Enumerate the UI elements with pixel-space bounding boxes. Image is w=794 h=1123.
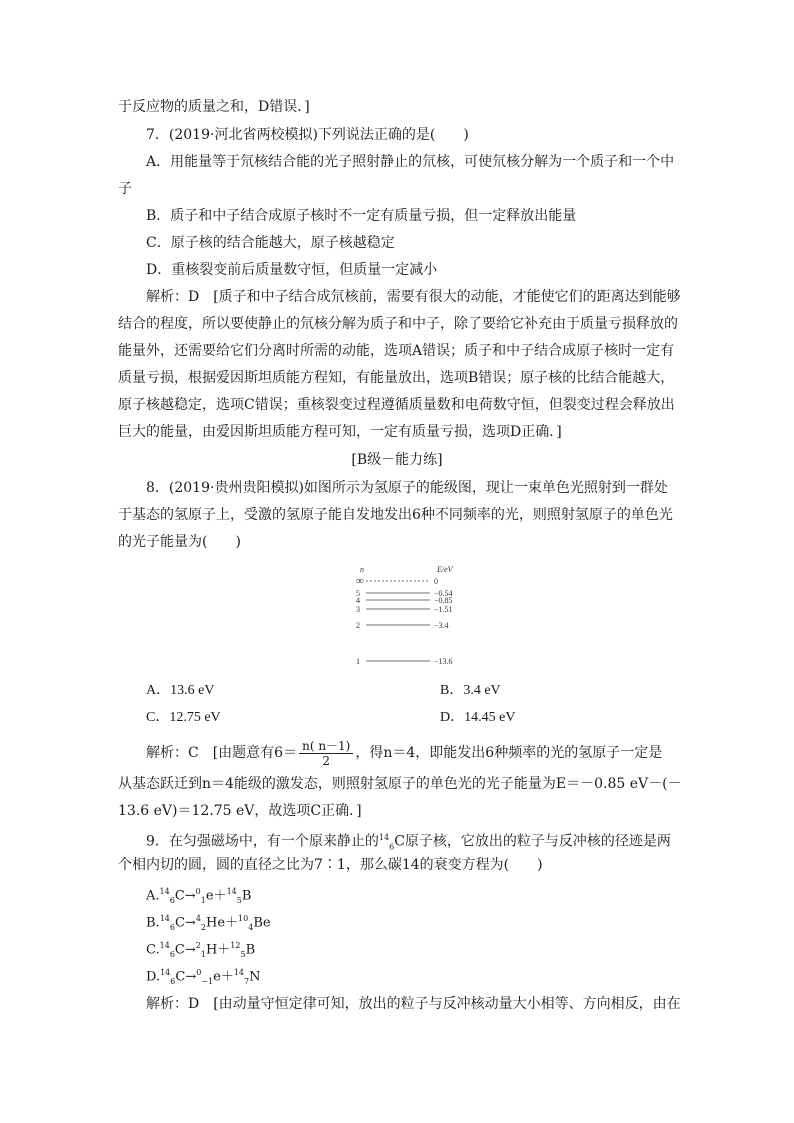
option-d-label: D.: [146, 969, 161, 985]
option-c-c-z: 6: [169, 949, 175, 959]
fraction-denominator: 2: [322, 753, 331, 768]
question-9-line-2: 个相内切的圆，圆的直径之比为7∶1，那么碳14的衰变方程为( ): [118, 857, 543, 873]
option-d-p2-mass: 14: [233, 968, 245, 977]
option-a-p2-z: 5: [236, 895, 242, 905]
solution-7-line-4: 质量亏损，根据爱因斯坦质能方程知，有能量放出，选项B错误；原子核的比结合能越大，: [118, 370, 675, 386]
solution-7-line-1: 解析：D [质子和中子结合成氘核前，需要有很大的动能，才能使它们的距离达到能够: [146, 289, 681, 305]
question-9-option-b: [146, 910, 271, 937]
option-a-p1-z: 1: [200, 895, 206, 905]
solution-8-line-2: 从基态跃迁到n＝4能级的激发态，则照射氢原子的单色光的光子能量为E＝－0.85 eV－(－: [118, 776, 682, 792]
solution-9-line-1: 解析：D [由动量守恒定律可知，放出的粒子与反冲核动量大小相等、方向相反，由在: [146, 996, 681, 1012]
option-d-c-z: 6: [170, 976, 176, 986]
section-heading: [B级－能力练]: [351, 452, 443, 468]
option-a-p1: e＋: [205, 888, 227, 904]
solution-8-line-1: [146, 738, 662, 768]
option-d-p1-z: −1: [201, 976, 214, 986]
c14-mass-number: 14: [378, 833, 390, 842]
question-8-line-2: 于基态的氢原子上，受激的氢原子能自发地发出6种不同频率的光，则照射氢原子的单色光: [118, 507, 673, 523]
level-energy-1: −0.54: [434, 589, 453, 598]
fraction-numerator: n( n－1): [299, 739, 353, 754]
solution-7-line-5: 原子核越稳定，选项C错误；重核裂变过程遵循质量数和电荷数守恒，但裂变过程会释放出: [118, 397, 675, 413]
question-8-option-a: A．13.6 eV: [146, 683, 215, 698]
question-7-option-d: D．重核裂变前后质量数守恒，但质量一定减小: [146, 262, 438, 278]
option-c-p1-mass: 2: [195, 941, 201, 950]
question-7-option-c: C．原子核的结合能越大，原子核越稳定: [146, 235, 395, 251]
question-9-option-d: [146, 964, 260, 991]
solution-7-line-2: 结合的程度，所以要使静止的氘核分解为质子和中子，除了要给它补充由于质量亏损释放的: [118, 316, 678, 332]
option-a-c-symbol: C: [174, 888, 185, 904]
level-number-4: 2: [356, 621, 360, 630]
level-energy-5: −13.6: [434, 657, 453, 666]
level-number-2: 4: [356, 596, 360, 605]
c14-atomic-number: 6: [389, 842, 395, 852]
question-9-text-a: 9．在匀强磁场中，有一个原来静止的: [146, 833, 379, 850]
option-d-p2-z: 7: [244, 976, 250, 986]
question-8-line-1: 8．(2019·贵州贵阳模拟)如图所示为氢原子的能级图，现让一束单色光照射到一群处: [146, 480, 668, 496]
question-7-stem: 7．(2019·河北省两校模拟)下列说法正确的是( ): [146, 127, 469, 143]
option-c-p2: B: [245, 942, 256, 958]
option-a-c-mass: 14: [159, 887, 170, 896]
question-7-option-a: A．用能量等于氘核结合能的光子照射静止的氘核，可使氘核分解为一个质子和一个中: [146, 154, 675, 170]
arrow-icon: →: [184, 888, 196, 904]
option-c-c-mass: 14: [159, 941, 170, 950]
option-c-p2-mass: 12: [230, 941, 241, 950]
option-b-label: B.: [146, 915, 160, 931]
axis-label-n: n: [360, 565, 364, 574]
energy-level-diagram: [340, 560, 470, 670]
option-d-c-symbol: C: [175, 969, 186, 985]
question-7-option-b: B．质子和中子结合成原子核时不一定有质量亏损，但一定释放出能量: [146, 208, 577, 224]
option-b-p1-mass: 4: [195, 914, 201, 923]
question-8-line-3: 的光子能量为( ): [118, 534, 241, 550]
arrow-icon: →: [184, 915, 196, 931]
level-energy-2: −0.85: [434, 596, 453, 605]
option-a-label: A.: [146, 888, 160, 904]
level-energy-3: −1.51: [434, 605, 453, 614]
question-8-option-c: C．12.75 eV: [146, 710, 221, 725]
solution-8-line-3: 13.6 eV)＝12.75 eV，故选项C正确．]: [118, 803, 362, 819]
option-d-p1-mass: 0: [196, 968, 202, 977]
question-7-option-a-cont: 子: [118, 181, 132, 197]
option-c-p1-z: 1: [200, 949, 206, 959]
level-number-3: 3: [356, 605, 360, 614]
option-c-p1: H＋: [205, 942, 231, 958]
solution-8-text-a: 解析：C [由题意有6＝: [146, 745, 298, 761]
option-b-p2: Be: [253, 915, 271, 931]
option-b-c-mass: 14: [159, 914, 170, 923]
axis-label-energy: E/eV: [437, 565, 453, 574]
option-a-p2-mass: 14: [226, 887, 237, 896]
option-a-c-z: 6: [169, 895, 175, 905]
option-b-c-z: 6: [169, 922, 175, 932]
question-9-line-1: [146, 829, 671, 856]
option-b-p2-z: 4: [248, 922, 254, 932]
solution-7-line-6: 巨大的能量，由爱因斯坦质能方程可知，一定有质量亏损，选项D正确．]: [118, 424, 562, 440]
arrow-icon: →: [185, 969, 197, 985]
arrow-icon: →: [184, 942, 196, 958]
option-b-p2-mass: 10: [238, 914, 249, 923]
solution-7-line-3: 能量外，还需要给它们分离时所需的动能，选项A错误；质子和中子结合成原子核时一定有: [118, 343, 675, 359]
option-c-p2-z: 5: [240, 949, 246, 959]
question-8-option-d: D．14.45 eV: [440, 710, 516, 725]
option-a-p1-mass: 0: [195, 887, 201, 896]
option-c-label: C.: [146, 942, 160, 958]
fraction: [299, 739, 353, 768]
level-energy-4: −3.4: [434, 621, 449, 630]
option-c-c-symbol: C: [174, 942, 185, 958]
option-b-c-symbol: C: [174, 915, 185, 931]
question-8-option-b: B．3.4 eV: [440, 683, 501, 698]
option-b-p1: He＋: [206, 915, 239, 931]
level-energy-0: 0: [434, 577, 438, 586]
solution-8-text-b: ，得n＝4，即能发出6种频率的光的氢原子一定是: [355, 745, 663, 761]
option-b-p1-z: 2: [200, 922, 207, 932]
option-a-p2: B: [241, 888, 252, 904]
level-number-1: 5: [356, 589, 360, 598]
question-9-option-c: [146, 937, 255, 964]
question-9-text-b: C原子核，它放出的粒子与反冲核的径迹是两: [394, 833, 671, 850]
level-number-5: 1: [356, 657, 360, 666]
question-9-option-a: [146, 883, 251, 910]
option-d-p2: N: [249, 969, 261, 985]
option-d-c-mass: 14: [160, 968, 171, 977]
prev-answer-end: 于反应物的质量之和，D错误．]: [118, 99, 310, 115]
option-d-p1: e＋: [213, 969, 234, 985]
level-number-0: ∞: [356, 575, 364, 587]
